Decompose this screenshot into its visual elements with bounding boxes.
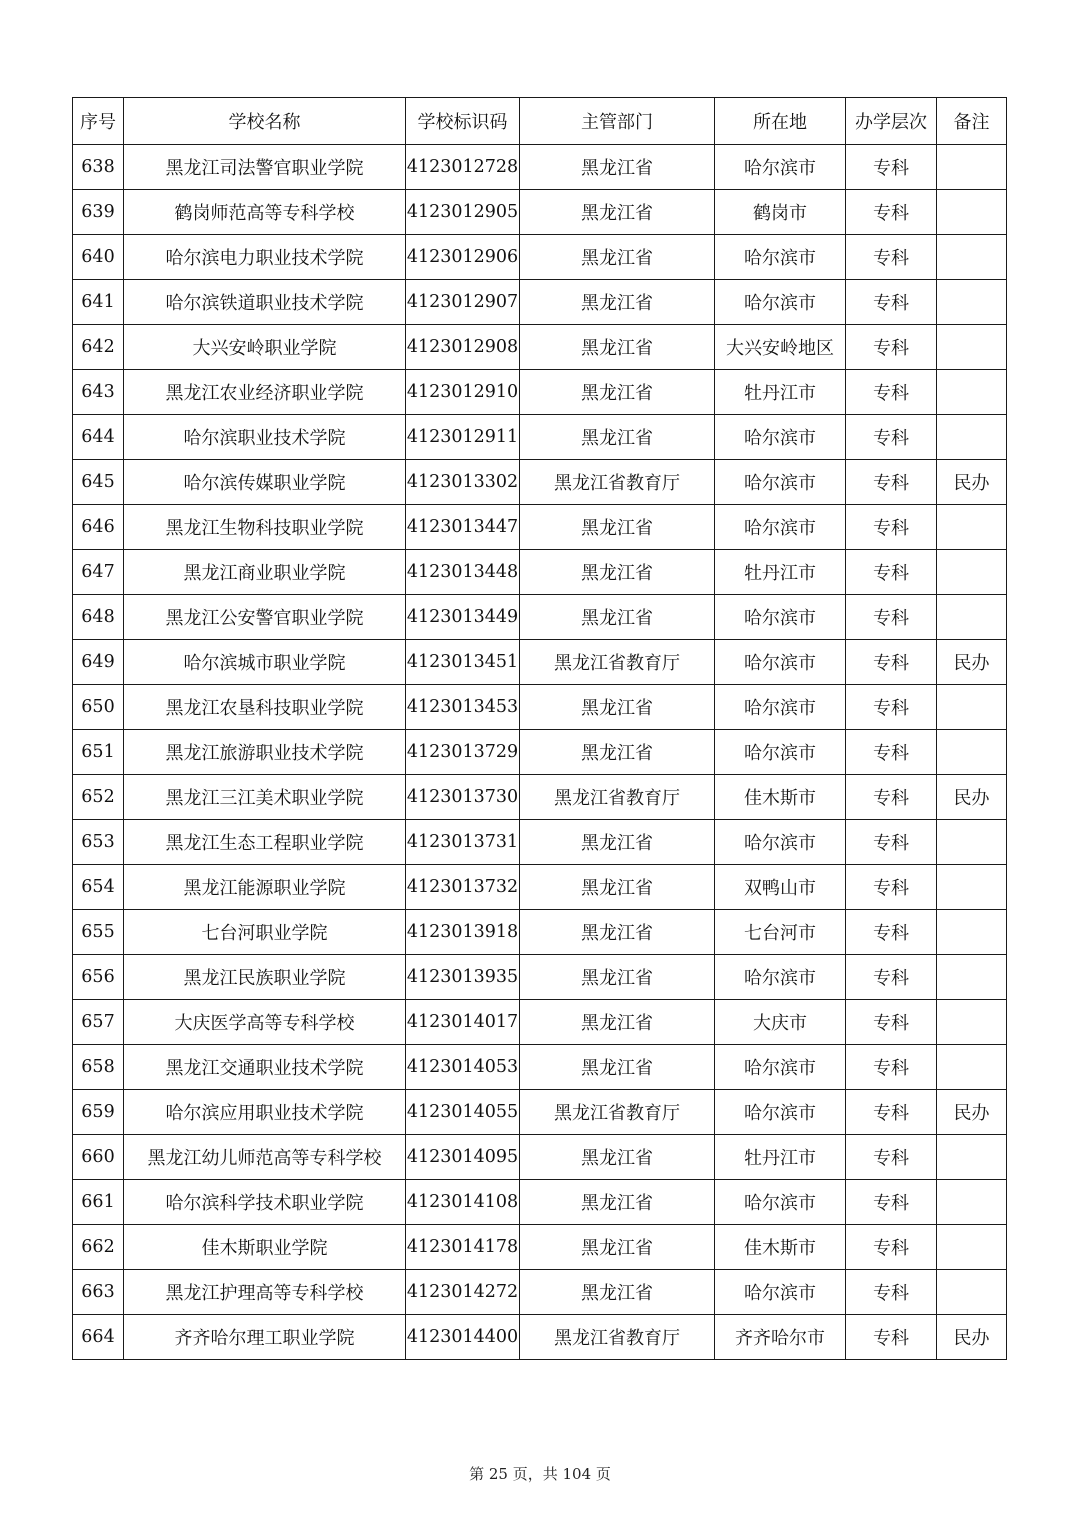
level-cell: 专科 <box>846 1270 937 1315</box>
remark-cell <box>937 955 1007 1000</box>
school-name-cell: 黑龙江能源职业学院 <box>124 865 406 910</box>
school-code-cell: 4123013918 <box>406 910 520 955</box>
school-code-cell: 4123014400 <box>406 1315 520 1360</box>
school-name-cell: 黑龙江生物科技职业学院 <box>124 505 406 550</box>
school-name-cell: 哈尔滨应用职业技术学院 <box>124 1090 406 1135</box>
table-row <box>73 235 1007 280</box>
department-cell: 黑龙江省教育厅 <box>520 640 715 685</box>
row-index-cell: 652 <box>73 775 124 820</box>
location-cell: 哈尔滨市 <box>715 505 846 550</box>
row-index-cell: 663 <box>73 1270 124 1315</box>
level-cell: 专科 <box>846 460 937 505</box>
row-index-cell: 653 <box>73 820 124 865</box>
department-cell: 黑龙江省 <box>520 325 715 370</box>
remark-cell: 民办 <box>937 1090 1007 1135</box>
level-cell: 专科 <box>846 190 937 235</box>
level-cell: 专科 <box>846 1315 937 1360</box>
header-col-location: 所在地 <box>715 98 846 145</box>
department-cell: 黑龙江省 <box>520 1045 715 1090</box>
school-code-cell: 4123012908 <box>406 325 520 370</box>
table-row <box>73 415 1007 460</box>
table-row <box>73 595 1007 640</box>
table-row <box>73 280 1007 325</box>
remark-cell <box>937 235 1007 280</box>
table-row <box>73 1180 1007 1225</box>
department-cell: 黑龙江省 <box>520 1135 715 1180</box>
remark-cell <box>937 370 1007 415</box>
school-code-cell: 4123012728 <box>406 145 520 190</box>
location-cell: 哈尔滨市 <box>715 820 846 865</box>
table-row <box>73 955 1007 1000</box>
level-cell: 专科 <box>846 145 937 190</box>
header-row <box>73 98 1007 145</box>
department-cell: 黑龙江省 <box>520 865 715 910</box>
table-header <box>73 98 1007 145</box>
school-code-cell: 4123012910 <box>406 370 520 415</box>
school-name-cell: 鹤岗师范高等专科学校 <box>124 190 406 235</box>
row-index-cell: 660 <box>73 1135 124 1180</box>
level-cell: 专科 <box>846 370 937 415</box>
row-index-cell: 659 <box>73 1090 124 1135</box>
level-cell: 专科 <box>846 1180 937 1225</box>
row-index-cell: 638 <box>73 145 124 190</box>
location-cell: 双鸭山市 <box>715 865 846 910</box>
remark-cell <box>937 325 1007 370</box>
remark-cell: 民办 <box>937 775 1007 820</box>
remark-cell <box>937 865 1007 910</box>
school-name-cell: 哈尔滨铁道职业技术学院 <box>124 280 406 325</box>
level-cell: 专科 <box>846 955 937 1000</box>
level-cell: 专科 <box>846 1135 937 1180</box>
department-cell: 黑龙江省 <box>520 505 715 550</box>
school-code-cell: 4123014053 <box>406 1045 520 1090</box>
department-cell: 黑龙江省 <box>520 235 715 280</box>
school-name-cell: 佳木斯职业学院 <box>124 1225 406 1270</box>
remark-cell <box>937 415 1007 460</box>
table-row <box>73 910 1007 955</box>
school-code-cell: 4123013451 <box>406 640 520 685</box>
school-code-cell: 4123013447 <box>406 505 520 550</box>
school-name-cell: 黑龙江三江美术职业学院 <box>124 775 406 820</box>
remark-cell <box>937 685 1007 730</box>
school-name-cell: 黑龙江农垦科技职业学院 <box>124 685 406 730</box>
department-cell: 黑龙江省教育厅 <box>520 1090 715 1135</box>
school-code-cell: 4123013449 <box>406 595 520 640</box>
school-name-cell: 黑龙江公安警官职业学院 <box>124 595 406 640</box>
school-name-cell: 哈尔滨职业技术学院 <box>124 415 406 460</box>
department-cell: 黑龙江省 <box>520 550 715 595</box>
school-code-cell: 4123012911 <box>406 415 520 460</box>
location-cell: 大兴安岭地区 <box>715 325 846 370</box>
location-cell: 大庆市 <box>715 1000 846 1045</box>
row-index-cell: 647 <box>73 550 124 595</box>
location-cell: 哈尔滨市 <box>715 235 846 280</box>
school-name-cell: 齐齐哈尔理工职业学院 <box>124 1315 406 1360</box>
table-row <box>73 145 1007 190</box>
table-body <box>73 145 1007 1360</box>
location-cell: 哈尔滨市 <box>715 730 846 775</box>
location-cell: 哈尔滨市 <box>715 955 846 1000</box>
level-cell: 专科 <box>846 775 937 820</box>
school-code-cell: 4123012907 <box>406 280 520 325</box>
location-cell: 佳木斯市 <box>715 1225 846 1270</box>
school-code-cell: 4123013302 <box>406 460 520 505</box>
table-row <box>73 370 1007 415</box>
table-row <box>73 1045 1007 1090</box>
row-index-cell: 650 <box>73 685 124 730</box>
school-name-cell: 黑龙江司法警官职业学院 <box>124 145 406 190</box>
table-row <box>73 820 1007 865</box>
header-col-department: 主管部门 <box>520 98 715 145</box>
row-index-cell: 645 <box>73 460 124 505</box>
remark-cell <box>937 910 1007 955</box>
school-code-cell: 4123013731 <box>406 820 520 865</box>
location-cell: 牡丹江市 <box>715 370 846 415</box>
location-cell: 哈尔滨市 <box>715 460 846 505</box>
department-cell: 黑龙江省 <box>520 1270 715 1315</box>
row-index-cell: 655 <box>73 910 124 955</box>
school-code-cell: 4123013729 <box>406 730 520 775</box>
school-name-cell: 哈尔滨城市职业学院 <box>124 640 406 685</box>
level-cell: 专科 <box>846 595 937 640</box>
department-cell: 黑龙江省 <box>520 1000 715 1045</box>
row-index-cell: 644 <box>73 415 124 460</box>
table-row <box>73 1315 1007 1360</box>
department-cell: 黑龙江省教育厅 <box>520 460 715 505</box>
table-row <box>73 325 1007 370</box>
remark-cell <box>937 820 1007 865</box>
header-col-level: 办学层次 <box>846 98 937 145</box>
school-code-cell: 4123014178 <box>406 1225 520 1270</box>
remark-cell <box>937 730 1007 775</box>
location-cell: 哈尔滨市 <box>715 1045 846 1090</box>
location-cell: 哈尔滨市 <box>715 1090 846 1135</box>
school-list-table <box>72 97 1007 1360</box>
remark-cell: 民办 <box>937 1315 1007 1360</box>
table-row <box>73 505 1007 550</box>
remark-cell <box>937 190 1007 235</box>
school-code-cell: 4123014017 <box>406 1000 520 1045</box>
page-number: 第 25 页，共 104 页 <box>469 1465 611 1483</box>
level-cell: 专科 <box>846 865 937 910</box>
remark-cell <box>937 550 1007 595</box>
location-cell: 七台河市 <box>715 910 846 955</box>
location-cell: 哈尔滨市 <box>715 640 846 685</box>
row-index-cell: 649 <box>73 640 124 685</box>
school-code-cell: 4123014055 <box>406 1090 520 1135</box>
remark-cell <box>937 1270 1007 1315</box>
level-cell: 专科 <box>846 550 937 595</box>
table-row <box>73 190 1007 235</box>
school-code-cell: 4123013448 <box>406 550 520 595</box>
header-col-school-code: 学校标识码 <box>406 98 520 145</box>
department-cell: 黑龙江省 <box>520 370 715 415</box>
remark-cell <box>937 280 1007 325</box>
school-code-cell: 4123014272 <box>406 1270 520 1315</box>
row-index-cell: 662 <box>73 1225 124 1270</box>
table-row <box>73 1225 1007 1270</box>
school-code-cell: 4123012905 <box>406 190 520 235</box>
level-cell: 专科 <box>846 325 937 370</box>
school-code-cell: 4123014108 <box>406 1180 520 1225</box>
remark-cell <box>937 1180 1007 1225</box>
remark-cell: 民办 <box>937 640 1007 685</box>
remark-cell <box>937 505 1007 550</box>
table-row <box>73 640 1007 685</box>
level-cell: 专科 <box>846 820 937 865</box>
level-cell: 专科 <box>846 235 937 280</box>
row-index-cell: 639 <box>73 190 124 235</box>
school-code-cell: 4123013732 <box>406 865 520 910</box>
level-cell: 专科 <box>846 730 937 775</box>
school-name-cell: 哈尔滨电力职业技术学院 <box>124 235 406 280</box>
department-cell: 黑龙江省 <box>520 190 715 235</box>
school-code-cell: 4123013935 <box>406 955 520 1000</box>
level-cell: 专科 <box>846 280 937 325</box>
department-cell: 黑龙江省 <box>520 910 715 955</box>
table-row <box>73 685 1007 730</box>
level-cell: 专科 <box>846 1000 937 1045</box>
remark-cell <box>937 1045 1007 1090</box>
department-cell: 黑龙江省 <box>520 955 715 1000</box>
school-code-cell: 4123012906 <box>406 235 520 280</box>
department-cell: 黑龙江省 <box>520 730 715 775</box>
school-code-cell: 4123014095 <box>406 1135 520 1180</box>
department-cell: 黑龙江省 <box>520 595 715 640</box>
level-cell: 专科 <box>846 505 937 550</box>
location-cell: 鹤岗市 <box>715 190 846 235</box>
school-name-cell: 黑龙江农业经济职业学院 <box>124 370 406 415</box>
table-row <box>73 865 1007 910</box>
table-row <box>73 460 1007 505</box>
remark-cell <box>937 1000 1007 1045</box>
table-row <box>73 550 1007 595</box>
location-cell: 哈尔滨市 <box>715 280 846 325</box>
location-cell: 牡丹江市 <box>715 550 846 595</box>
department-cell: 黑龙江省 <box>520 280 715 325</box>
row-index-cell: 664 <box>73 1315 124 1360</box>
table-row <box>73 1090 1007 1135</box>
header-col-school-name: 学校名称 <box>124 98 406 145</box>
department-cell: 黑龙江省 <box>520 1180 715 1225</box>
location-cell: 哈尔滨市 <box>715 145 846 190</box>
level-cell: 专科 <box>846 415 937 460</box>
school-name-cell: 黑龙江护理高等专科学校 <box>124 1270 406 1315</box>
school-name-cell: 黑龙江旅游职业技术学院 <box>124 730 406 775</box>
table-row <box>73 1000 1007 1045</box>
row-index-cell: 657 <box>73 1000 124 1045</box>
table-row <box>73 730 1007 775</box>
department-cell: 黑龙江省教育厅 <box>520 1315 715 1360</box>
location-cell: 哈尔滨市 <box>715 415 846 460</box>
table-row <box>73 775 1007 820</box>
level-cell: 专科 <box>846 685 937 730</box>
remark-cell: 民办 <box>937 460 1007 505</box>
school-name-cell: 大兴安岭职业学院 <box>124 325 406 370</box>
department-cell: 黑龙江省 <box>520 820 715 865</box>
header-col-remark: 备注 <box>937 98 1007 145</box>
location-cell: 佳木斯市 <box>715 775 846 820</box>
remark-cell <box>937 1225 1007 1270</box>
row-index-cell: 654 <box>73 865 124 910</box>
school-name-cell: 黑龙江幼儿师范高等专科学校 <box>124 1135 406 1180</box>
location-cell: 牡丹江市 <box>715 1135 846 1180</box>
row-index-cell: 651 <box>73 730 124 775</box>
row-index-cell: 661 <box>73 1180 124 1225</box>
header-col-index: 序号 <box>73 98 124 145</box>
school-code-cell: 4123013453 <box>406 685 520 730</box>
row-index-cell: 648 <box>73 595 124 640</box>
department-cell: 黑龙江省教育厅 <box>520 775 715 820</box>
remark-cell <box>937 1135 1007 1180</box>
level-cell: 专科 <box>846 1225 937 1270</box>
school-name-cell: 黑龙江商业职业学院 <box>124 550 406 595</box>
school-name-cell: 七台河职业学院 <box>124 910 406 955</box>
school-name-cell: 哈尔滨传媒职业学院 <box>124 460 406 505</box>
level-cell: 专科 <box>846 910 937 955</box>
table-row <box>73 1135 1007 1180</box>
location-cell: 哈尔滨市 <box>715 1180 846 1225</box>
row-index-cell: 641 <box>73 280 124 325</box>
row-index-cell: 643 <box>73 370 124 415</box>
row-index-cell: 642 <box>73 325 124 370</box>
row-index-cell: 656 <box>73 955 124 1000</box>
location-cell: 哈尔滨市 <box>715 685 846 730</box>
table-row <box>73 1270 1007 1315</box>
row-index-cell: 658 <box>73 1045 124 1090</box>
location-cell: 哈尔滨市 <box>715 595 846 640</box>
school-name-cell: 黑龙江交通职业技术学院 <box>124 1045 406 1090</box>
school-name-cell: 哈尔滨科学技术职业学院 <box>124 1180 406 1225</box>
remark-cell <box>937 145 1007 190</box>
row-index-cell: 646 <box>73 505 124 550</box>
level-cell: 专科 <box>846 1090 937 1135</box>
level-cell: 专科 <box>846 640 937 685</box>
department-cell: 黑龙江省 <box>520 1225 715 1270</box>
department-cell: 黑龙江省 <box>520 145 715 190</box>
location-cell: 齐齐哈尔市 <box>715 1315 846 1360</box>
department-cell: 黑龙江省 <box>520 415 715 460</box>
school-name-cell: 黑龙江民族职业学院 <box>124 955 406 1000</box>
row-index-cell: 640 <box>73 235 124 280</box>
school-name-cell: 黑龙江生态工程职业学院 <box>124 820 406 865</box>
school-code-cell: 4123013730 <box>406 775 520 820</box>
level-cell: 专科 <box>846 1045 937 1090</box>
remark-cell <box>937 595 1007 640</box>
school-name-cell: 大庆医学高等专科学校 <box>124 1000 406 1045</box>
location-cell: 哈尔滨市 <box>715 1270 846 1315</box>
department-cell: 黑龙江省 <box>520 685 715 730</box>
